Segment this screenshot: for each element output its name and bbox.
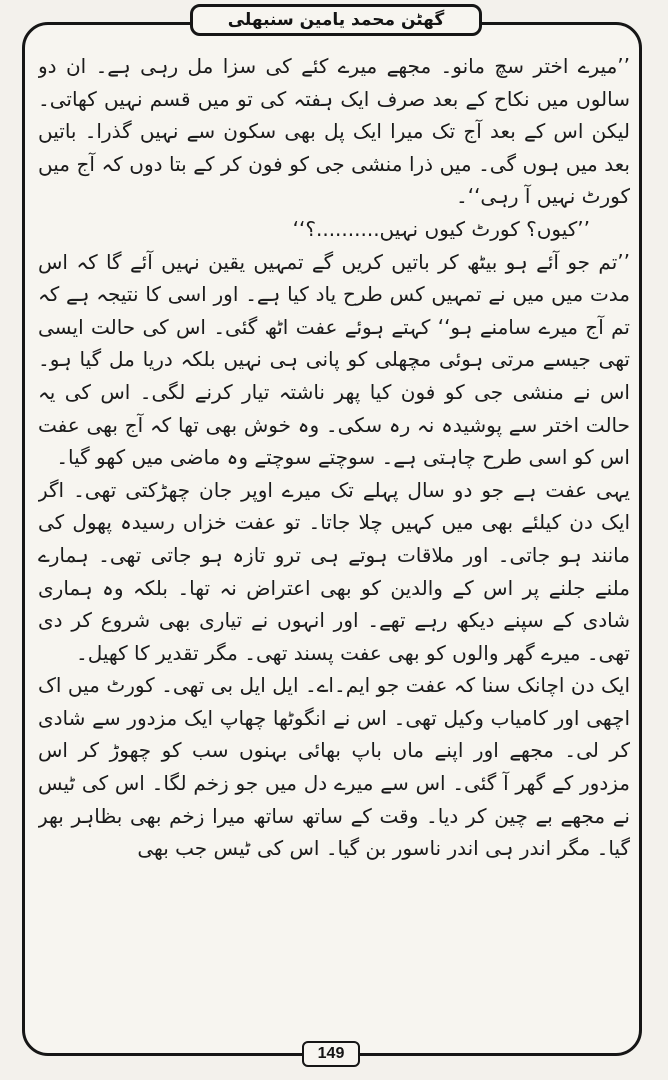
running-header: [190, 4, 482, 36]
page-number-box: [302, 1041, 360, 1067]
header-title: گھٹن محمد یامین سنبھلی: [227, 10, 445, 30]
page-number: 149: [317, 1045, 345, 1062]
paragraph: یہی عفت ہے جو دو سال پہلے تک میرے اوپر جان چھڑکتی تھی۔ اگر ایک دن کیلئے بھی میں کہیں چلا جاتا۔ تو عفت خزاں رسیدہ پھول کی مانند ہو جاتی۔ اور ملاقات ہوتے ہی ترو تازہ ہو جاتی تھی۔ ہمارے ملنے جلنے پر اس کے والدین کو بھی اعتراض نہ تھا۔ بلکہ وہ ہماری شادی کے سپنے دیکھ رہے تھے۔ اور انہوں نے تیاری بھی شروع کر دی تھی۔ میرے گھر والوں کو بھی عفت پسند تھی۔ مگر تقدیر کا کھیل۔: [38, 477, 630, 665]
paragraph: ’’تم جو آئے ہو بیٹھ کر باتیں کریں گے تمہیں یقین نہیں آئے گا کہ اس مدت میں میں نے تمہیں کس طرح یاد کیا ہے۔ اور اسی کا نتیجہ ہے کہ تم آج میرے سامنے ہو‘‘ کہتے ہوئے عفت اٹھ گئی۔ اس کی حالت ایسی تھی جیسے مرتی ہوئی مچھلی کو پانی ہی نہیں بلکہ دریا مل گیا ہو۔ اس نے منشی جی کو فون کیا پھر ناشتہ تیار کرنے لگی۔ اس کی یہ حالت اختر سے پوشیدہ نہ رہ سکی۔ وہ خوش بھی تھا کہ آج بھی عفت اس کو اسی طرح چاہتی ہے۔ سوچتے سوچتے وہ ماضی میں کھو گیا۔: [38, 249, 630, 470]
paragraph: ’’میرے اختر سچ مانو۔ مجھے میرے کئے کی سزا مل رہی ہے۔ ان دو سالوں میں نکاح کے بعد صرف ایک ہفتہ کی تو میں قسم نہیں کھاتی۔ لیکن اس کے بعد آج تک میرا ایک پل بھی سکون سے نہیں گذرا۔ باتیں بعد میں ہوں گی۔ میں ذرا منشی جی کو فون کر کے بتا دوں کہ آج میں کورٹ نہیں آ رہی‘‘۔: [38, 54, 630, 209]
paragraph: ’’کیوں؟ کورٹ کیوں نہیں..........؟‘‘: [292, 216, 590, 241]
body-text: [38, 50, 630, 1040]
paragraph: ایک دن اچانک سنا کہ عفت جو ایم۔اے۔ ایل ایل بی تھی۔ کورٹ میں اک اچھی اور کامیاب وکیل تھی۔ اس نے انگوٹھا چھاپ ایک مزدور سے شادی کر لی۔ مجھے اور اپنے ماں باپ بھائی بہنوں سب کو چھوڑ کر اس مزدور کے گھر آ گئی۔ اس سے میرے دل میں جو زخم لگا۔ اس کی ٹیس نے مجھے بے چین کر دیا۔ وقت کے ساتھ ساتھ میرا زخم بھی بظاہر بھر گیا۔ مگر اندر ہی اندر ناسور بن گیا۔ اس کی ٹیس جب بھی: [38, 673, 630, 861]
